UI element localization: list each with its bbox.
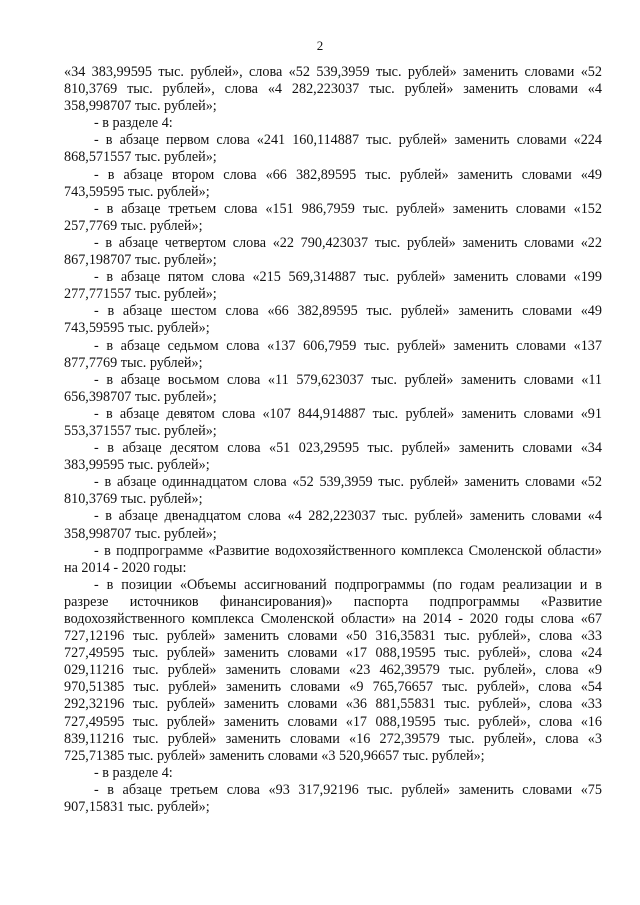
paragraph: - в абзаце шестом слова «66 382,89595 тыс. рублей» заменить словами «49 743,59595 тыс. рублей»; — [64, 303, 602, 337]
paragraph: - в абзаце втором слова «66 382,89595 тыс. рублей» заменить словами «49 743,59595 тыс. рублей»; — [64, 166, 602, 200]
paragraph: - в разделе 4: — [94, 115, 173, 132]
paragraph: - в абзаце девятом слова «107 844,914887 тыс. рублей» заменить словами «91 553,371557 тыс. рублей»; — [64, 405, 602, 439]
paragraph: - в абзаце восьмом слова «11 579,623037 тыс. рублей» заменить словами «11 656,398707 тыс. рублей»; — [64, 371, 602, 405]
paragraph: - в абзаце третьем слова «151 986,7959 тыс. рублей» заменить словами «152 257,7769 тыс. рублей»; — [64, 200, 602, 234]
paragraph: - в абзаце пятом слова «215 569,314887 тыс. рублей» заменить словами «199 277,771557 тыс. рублей»; — [64, 269, 602, 303]
paragraph: - в позиции «Объемы ассигнований подпрограммы (по годам реализации и в разрезе источников финансирования)» паспорта подпрограммы «Развитие водохозяйственного комплекса Смоленской области» на 2014 - 2020 годы слова «67 727,12196 тыс. рублей» заменить словами «50 316,35831 тыс. рублей», слова «33 727,49595 тыс. рублей» заменить словами «17 088,19595 тыс. рублей», слова «24 029,11216 тыс. рублей» заменить словами «23 462,39579 тыс. рублей», слова «9 970,51385 тыс. рублей» заменить словами «9 765,76657 тыс. рублей», слова «54 292,32196 тыс. рублей» заменить словами «36 881,55831 тыс. рублей», слова «33 727,49595 тыс. рублей» заменить словами «17 088,19595 тыс. рублей», слова «16 839,11216 тыс. рублей» заменить словами «16 272,39579 тыс. рублей», слова «3 725,71385 тыс. рублей» заменить словами «3 520,96657 тыс. рублей»; — [64, 576, 602, 764]
paragraph: «34 383,99595 тыс. рублей», слова «52 539,3959 тыс. рублей» заменить словами «52 810,3769 тыс. рублей», слова «4 282,223037 тыс. рублей» заменить словами «4 358,998707 тыс. рублей»; — [64, 64, 602, 115]
paragraph: - в абзаце седьмом слова «137 606,7959 тыс. рублей» заменить словами «137 877,7769 тыс. рублей»; — [64, 337, 602, 371]
paragraph: - в абзаце третьем слова «93 317,92196 тыс. рублей» заменить словами «75 907,15831 тыс. рублей»; — [64, 781, 602, 816]
paragraph: - в абзаце четвертом слова «22 790,423037 тыс. рублей» заменить словами «22 867,198707 тыс. рублей»; — [64, 234, 602, 269]
paragraph: - в абзаце десятом слова «51 023,29595 тыс. рублей» заменить словами «34 383,99595 тыс. рублей»; — [64, 440, 602, 474]
paragraph: - в абзаце одиннадцатом слова «52 539,3959 тыс. рублей» заменить словами «52 810,3769 тыс. рублей»; — [64, 474, 602, 508]
page-number: 2 — [316, 38, 324, 53]
document-body — [64, 64, 602, 816]
paragraph: - в абзаце двенадцатом слова «4 282,223037 тыс. рублей» заменить словами «4 358,998707 тыс. рублей»; — [64, 508, 602, 542]
paragraph: - в разделе 4: — [94, 764, 173, 781]
paragraph: - в подпрограмме «Развитие водохозяйственного комплекса Смоленской области» на 2014 - 2020 годы: — [64, 542, 602, 576]
paragraph: - в абзаце первом слова «241 160,114887 тыс. рублей» заменить словами «224 868,571557 тыс. рублей»; — [64, 132, 602, 166]
